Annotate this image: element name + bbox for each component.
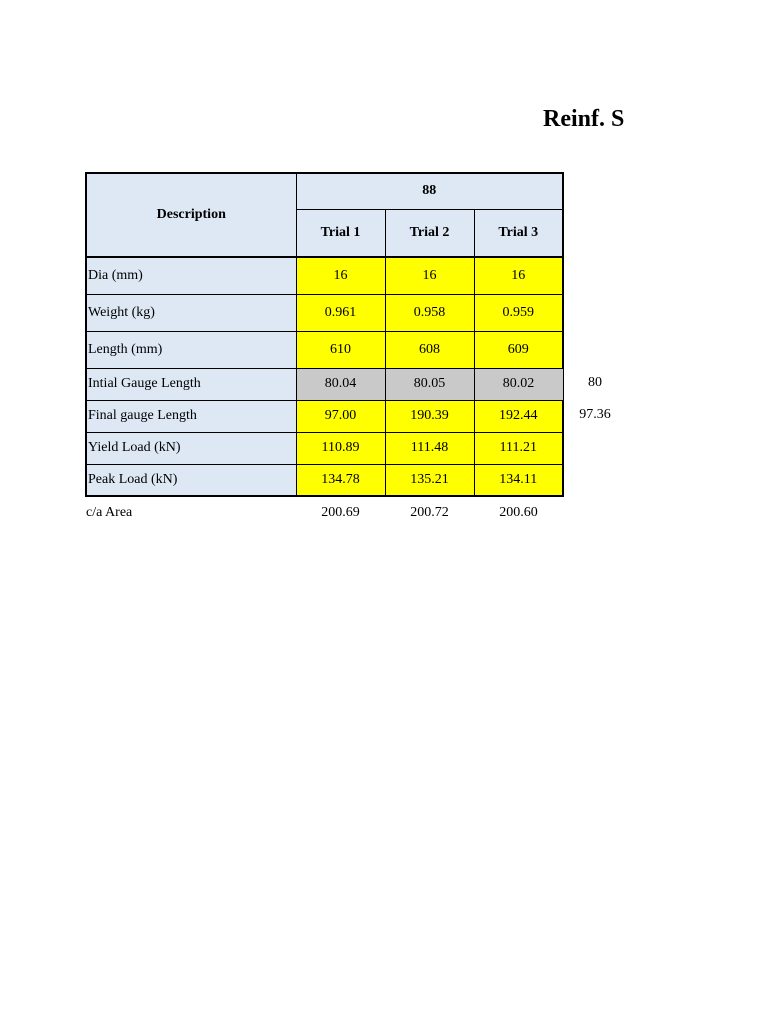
cell-value[interactable]: 111.48 — [385, 432, 474, 464]
cell-value[interactable]: 16 — [474, 257, 563, 294]
trial-3-header: Trial 3 — [474, 209, 563, 257]
cell-value[interactable]: 0.961 — [296, 294, 385, 331]
row-label: Dia (mm) — [86, 257, 296, 294]
ca-area-label: c/a Area — [86, 505, 133, 520]
initial-gauge-side-value: 80 — [588, 375, 602, 390]
cell-value[interactable]: 609 — [474, 331, 563, 368]
cell-value[interactable]: 192.44 — [474, 400, 563, 432]
test-results-table — [85, 172, 564, 497]
row-label: Yield Load (kN) — [86, 432, 296, 464]
cell-value[interactable]: 80.04 — [296, 368, 385, 400]
cell-value[interactable]: 97.00 — [296, 400, 385, 432]
table-row — [86, 464, 563, 496]
table-row — [86, 257, 563, 294]
ca-area-value-2: 200.72 — [410, 505, 449, 520]
row-label: Intial Gauge Length — [86, 368, 296, 400]
row-label: Peak Load (kN) — [86, 464, 296, 496]
cell-value[interactable]: 610 — [296, 331, 385, 368]
row-label: Weight (kg) — [86, 294, 296, 331]
cell-value[interactable]: 80.02 — [474, 368, 563, 400]
table-row — [86, 331, 563, 368]
ca-area-value-1: 200.69 — [321, 505, 360, 520]
group-header: 88 — [296, 173, 563, 209]
page-title: Reinf. S — [543, 106, 625, 132]
cell-value[interactable]: 16 — [385, 257, 474, 294]
cell-value[interactable]: 134.11 — [474, 464, 563, 496]
table-row — [86, 294, 563, 331]
row-label: Final gauge Length — [86, 400, 296, 432]
cell-value[interactable]: 80.05 — [385, 368, 474, 400]
cell-value[interactable]: 608 — [385, 331, 474, 368]
cell-value[interactable]: 0.958 — [385, 294, 474, 331]
ca-area-value-3: 200.60 — [499, 505, 538, 520]
cell-value[interactable]: 110.89 — [296, 432, 385, 464]
cell-value[interactable]: 16 — [296, 257, 385, 294]
row-label: Length (mm) — [86, 331, 296, 368]
trial-2-header: Trial 2 — [385, 209, 474, 257]
cell-value[interactable]: 135.21 — [385, 464, 474, 496]
table-row — [86, 432, 563, 464]
trial-1-header: Trial 1 — [296, 209, 385, 257]
final-gauge-side-value: 97.36 — [579, 407, 611, 422]
table-row — [86, 400, 563, 432]
cell-value[interactable]: 134.78 — [296, 464, 385, 496]
cell-value[interactable]: 0.959 — [474, 294, 563, 331]
cell-value[interactable]: 111.21 — [474, 432, 563, 464]
table-row — [86, 368, 563, 400]
description-header: Description — [86, 173, 296, 257]
cell-value[interactable]: 190.39 — [385, 400, 474, 432]
